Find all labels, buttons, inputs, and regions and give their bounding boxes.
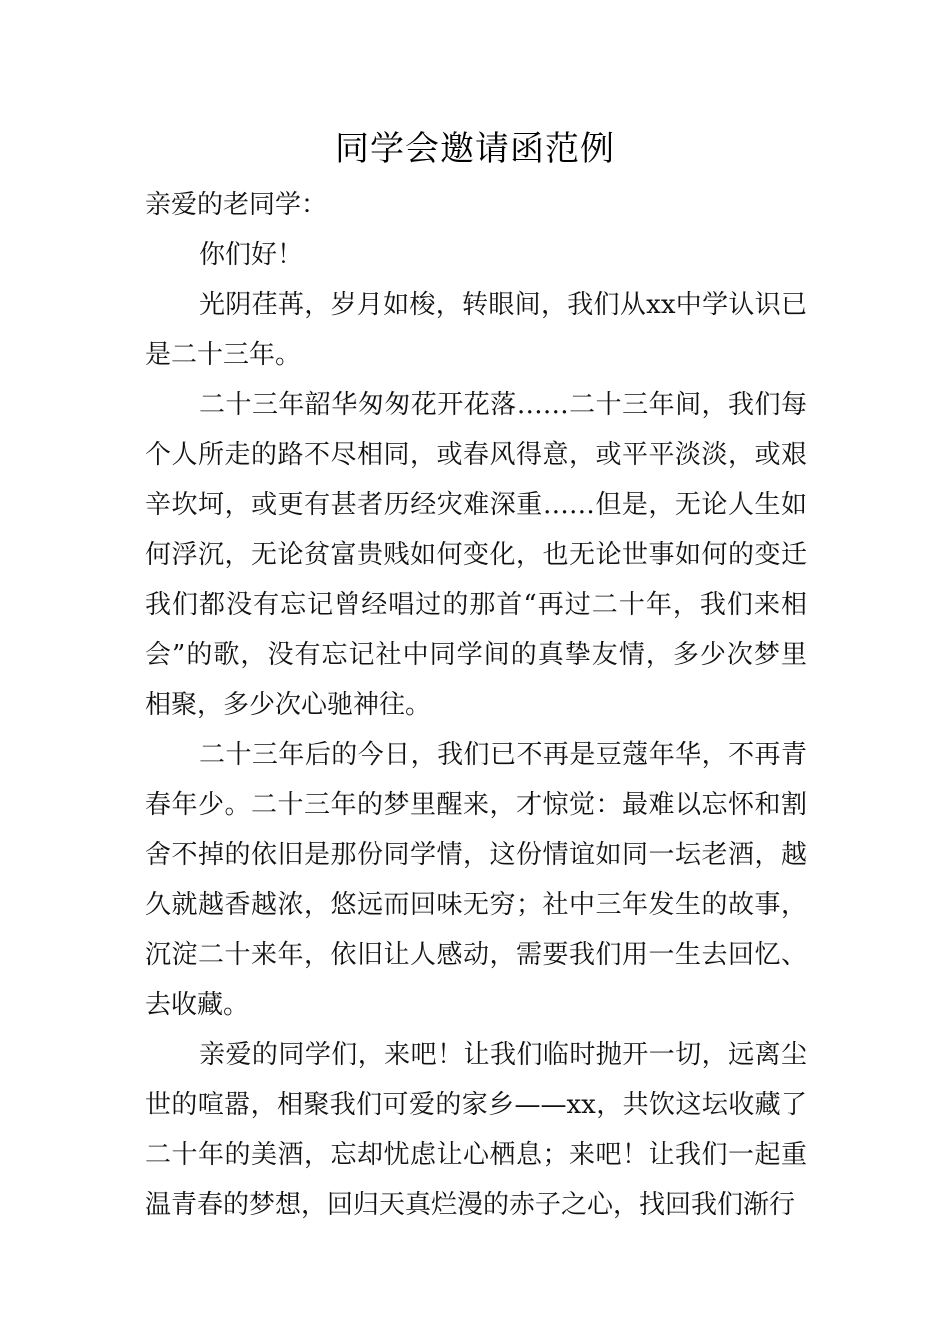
greeting: 你们好！ bbox=[199, 240, 304, 270]
document-body bbox=[145, 180, 807, 1230]
salutation: 亲爱的老同学： bbox=[145, 190, 328, 220]
paragraph: 二十三年韶华匆匆花开花落……二十三年间，我们每个人所走的路不尽相同，或春风得意，或平平淡淡，或艰辛坎坷，或更有甚者历经灾难深重……但是，无论人生如何浮沉，无论贫富贵贱如何变化，也无论世事如何的变迁我们都没有忘记曾经唱过的那首“再过二十年，我们来相会”的歌，没有忘记社中同学间的真挚友情，多少次梦里相聚，多少次心驰神往。 bbox=[145, 390, 807, 720]
paragraph: 亲爱的同学们，来吧！让我们临时抛开一切，远离尘世的喧嚣，相聚我们可爱的家乡——xx，共饮这坛收藏了二十年的美酒，忘却忧虑让心栖息；来吧！让我们一起重温青春的梦想，回归天真烂漫的赤子之心，找回我们渐行 bbox=[145, 1040, 807, 1220]
paragraph: 光阴荏苒，岁月如梭，转眼间，我们从xx中学认识已是二十三年。 bbox=[145, 290, 807, 370]
document-title: 同学会邀请函范例 bbox=[335, 129, 615, 169]
paragraph: 二十三年后的今日，我们已不再是豆蔻年华，不再青春年少。二十三年的梦里醒来，才惊觉：最难以忘怀和割舍不掉的依旧是那份同学情，这份情谊如同一坛老酒，越久就越香越浓，悠远而回味无穷；社中三年发生的故事，沉淀二十来年，依旧让人感动，需要我们用一生去回忆、去收藏。 bbox=[145, 740, 807, 1020]
